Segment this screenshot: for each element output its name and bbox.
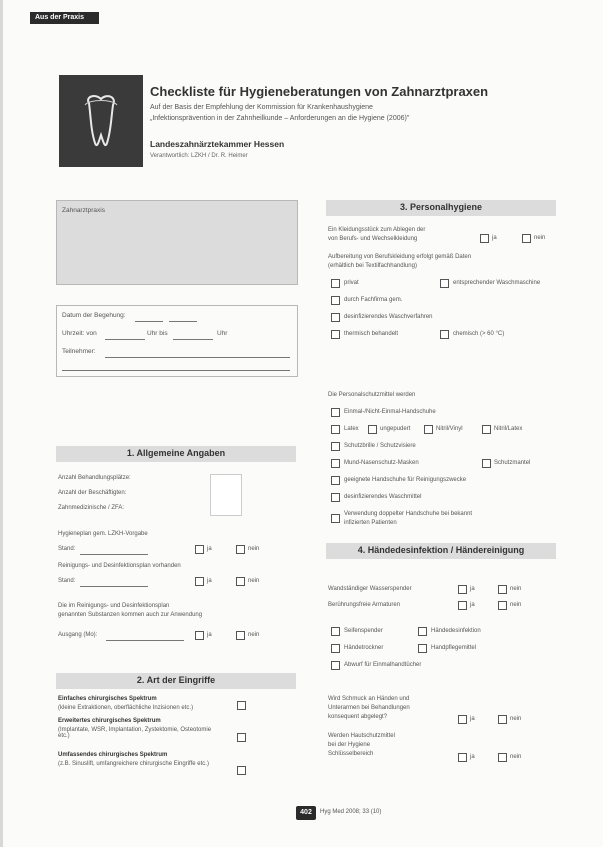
hand-row-1-ja: ja: [470, 586, 475, 592]
uniform-nein-label: nein: [534, 235, 546, 241]
section-3-header: 3. Personalhygiene: [326, 200, 556, 216]
ppe-double-gloves-label-2: infizierten Patienten: [344, 520, 397, 526]
ppe-1-checkbox[interactable]: [331, 408, 340, 417]
date-field-2[interactable]: [169, 321, 197, 322]
participants-field-2[interactable]: [62, 370, 290, 371]
ja-label: ja: [207, 546, 212, 552]
chemical-checkbox[interactable]: [440, 330, 449, 339]
hand-disinfection-checkbox[interactable]: [418, 627, 427, 636]
skin-ja: ja: [470, 754, 475, 760]
hand-care-checkbox[interactable]: [418, 644, 427, 653]
s2-item-1-desc: (kleine Extraktionen, oberflächliche Inzisionen etc.): [58, 705, 194, 711]
ppe-coat-checkbox[interactable]: [482, 459, 491, 468]
jewelry-nein-checkbox[interactable]: [498, 715, 507, 724]
jewelry-line-1: Wird Schmuck an Händen und: [328, 696, 410, 702]
s2-item-1-checkbox[interactable]: [237, 701, 246, 710]
s1-row-3: Zahnmedizinische / ZFA:: [58, 505, 125, 511]
until-field[interactable]: [173, 339, 213, 340]
ja-label-2: ja: [207, 578, 212, 584]
uniform-line-1: Ein Kleidungsstück zum Ablegen der: [328, 227, 426, 233]
hygiene-plan-label: Hygieneplan gem. LZKH-Vorgabe: [58, 531, 148, 537]
journal-citation: Hyg Med 2008; 33 (10): [320, 809, 382, 815]
s1-value-box[interactable]: [210, 474, 242, 516]
s2-item-2-desc: (Implantate, WSR, Implantation, Zystektomie, Osteotomie etc.): [58, 727, 212, 739]
ppe-nitril-latex-label: Nitril/Latex: [494, 426, 523, 432]
disinfecting-wash-checkbox[interactable]: [331, 313, 340, 322]
hand-row-2-ja: ja: [470, 602, 475, 608]
from-label: Uhrzeit: von: [62, 330, 97, 337]
cleaning-plan-ja-checkbox[interactable]: [195, 577, 204, 586]
wash-machine-checkbox[interactable]: [440, 279, 449, 288]
s2-item-3-checkbox[interactable]: [237, 766, 246, 775]
ppe-glasses-label: Schutzbrille / Schutzvisiere: [344, 443, 416, 449]
skin-line-2: bei der Hygiene: [328, 742, 371, 748]
skin-nein-checkbox[interactable]: [498, 753, 507, 762]
substances-line-1: Die im Reinigungs- und Desinfektionsplan: [58, 603, 170, 609]
uniform-ja-checkbox[interactable]: [480, 234, 489, 243]
tooth-image: [59, 75, 143, 167]
participants-field[interactable]: [105, 357, 290, 358]
hand-row-1-nein: nein: [510, 586, 522, 592]
practice-label: Zahnarztpraxis: [62, 207, 105, 214]
hand-care-label: Handpflegemittel: [431, 645, 477, 651]
jewelry-line-3: konsequent abgelegt?: [328, 714, 388, 720]
soap-label: Seifenspender: [344, 628, 383, 634]
s1-row-2: Anzahl der Beschäftigten:: [58, 490, 127, 496]
jewelry-ja-checkbox[interactable]: [458, 715, 467, 724]
page-edge: [0, 0, 3, 847]
uniform-nein-checkbox[interactable]: [522, 234, 531, 243]
hygiene-plan-ja-checkbox[interactable]: [195, 545, 204, 554]
responsible-note: Verantwortlich: LZKH / Dr. R. Heimer: [150, 153, 248, 159]
laundry-line-2: (erhältlich bei Textilfachhandlung): [328, 263, 417, 269]
release-ja-checkbox[interactable]: [195, 631, 204, 640]
jewelry-nein: nein: [510, 716, 522, 722]
ppe-double-gloves-checkbox[interactable]: [331, 514, 340, 523]
laundry-line-1: Aufbereitung von Berufskleidung erfolgt gemäß Daten: [328, 254, 472, 260]
skin-ja-checkbox[interactable]: [458, 753, 467, 762]
tooth-icon: [59, 75, 143, 167]
ppe-glasses-checkbox[interactable]: [331, 442, 340, 451]
section-4-header: 4. Händedesinfektion / Händereinigung: [326, 543, 556, 559]
participants-label: Teilnehmer:: [62, 348, 96, 355]
nein-label-3: nein: [248, 632, 260, 638]
skin-nein: nein: [510, 754, 522, 760]
cleaning-plan-label: Reinigungs- und Desinfektionsplan vorhanden: [58, 563, 181, 569]
wash-machine-label: entsprechender Waschmaschine: [453, 280, 541, 286]
ppe-double-gloves-label: Verwendung doppelter Handschuhe bei bekannt: [344, 511, 473, 517]
release-field[interactable]: [106, 640, 184, 641]
hand-row-2-ja-checkbox[interactable]: [458, 601, 467, 610]
ppe-latex-checkbox[interactable]: [331, 425, 340, 434]
ppe-1-label: Einmal-/Nicht-Einmal-Handschuhe: [344, 409, 436, 415]
hand-row-2: Berührungsfreie Armaturen: [328, 602, 401, 608]
uniform-ja-label: ja: [492, 235, 497, 241]
from-field[interactable]: [105, 339, 145, 340]
skin-line-1: Werden Hautschutzmittel: [328, 733, 395, 739]
hand-dryer-checkbox[interactable]: [331, 644, 340, 653]
until-label: Uhr bis: [147, 330, 168, 337]
thermal-label: thermisch behandelt: [344, 331, 399, 337]
substances-line-2: genannten Substanzen kommen auch zur Anwendung: [58, 612, 203, 618]
s2-item-2-checkbox[interactable]: [237, 733, 246, 742]
cleaning-plan-nein-checkbox[interactable]: [236, 577, 245, 586]
hygiene-plan-nein-checkbox[interactable]: [236, 545, 245, 554]
hand-disinfection-label: Händedesinfektion: [431, 628, 481, 634]
hand-row-1-ja-checkbox[interactable]: [458, 585, 467, 594]
by-company-label: durch Fachfirma gem.: [344, 297, 403, 303]
ppe-cleaning-gloves-label: geeignete Handschuhe für Reinigungszwecke: [344, 477, 467, 483]
stand2-label: Stand:: [58, 578, 76, 584]
thermal-checkbox[interactable]: [331, 330, 340, 339]
ppe-detergent-checkbox[interactable]: [331, 493, 340, 502]
uniform-line-2: von Berufs- und Wechselkleidung: [328, 236, 418, 242]
hand-dryer-label: Händetrockner: [344, 645, 384, 651]
uhr-label: Uhr: [217, 330, 228, 337]
s2-item-3-title: Umfassendes chirurgisches Spektrum: [58, 752, 168, 758]
ppe-unpowdered-label: ungepudert: [380, 426, 411, 432]
nein-label-2: nein: [248, 578, 260, 584]
ppe-latex-label: Latex: [344, 426, 359, 432]
subtitle-line-1: Auf der Basis der Empfehlung der Kommission für Krankenhaushygiene: [150, 104, 373, 111]
section-tag: Aus der Praxis: [30, 12, 99, 24]
jewelry-ja: ja: [470, 716, 475, 722]
ja-label-3: ja: [207, 632, 212, 638]
stand-label: Stand:: [58, 546, 76, 552]
stand-field[interactable]: [80, 554, 148, 555]
towel-disposal-label: Abwurf für Einmalhandtücher: [344, 662, 422, 668]
ppe-mask-label: Mund-Nasenschutz-Masken: [344, 460, 419, 466]
hand-row-1: Wandständiger Wasserspender: [328, 586, 412, 592]
date-field[interactable]: [135, 321, 163, 322]
practice-box[interactable]: [56, 200, 298, 285]
s2-item-2-title: Erweitertes chirurgisches Spektrum: [58, 718, 161, 724]
chemical-label: chemisch (> 60 °C): [453, 331, 505, 337]
disinfecting-wash-label: desinfizierendes Waschverfahren: [344, 314, 433, 320]
by-company-checkbox[interactable]: [331, 296, 340, 305]
private-label: privat: [344, 280, 359, 286]
ppe-mask-checkbox[interactable]: [331, 459, 340, 468]
s2-item-1-title: Einfaches chirurgisches Spektrum: [58, 696, 157, 702]
towel-disposal-checkbox[interactable]: [331, 661, 340, 670]
release-label: Ausgang (Mo):: [58, 632, 98, 638]
page-number: 402: [296, 806, 316, 820]
section-2-header: 2. Art der Eingriffe: [56, 673, 296, 689]
ppe-label: Die Personalschutzmittel werden: [328, 392, 416, 398]
skin-line-3: Schlüsselbereich: [328, 751, 374, 757]
subtitle-line-2: „Infektionsprävention in der Zahnheilkunde – Anforderungen an die Hygiene (2006)": [150, 115, 410, 122]
ppe-detergent-label: desinfizierendes Waschmittel: [344, 494, 422, 500]
page-title: Checkliste für Hygieneberatungen von Zahnarztpraxen: [150, 84, 489, 99]
hand-row-1-nein-checkbox[interactable]: [498, 585, 507, 594]
ppe-unpowdered-checkbox[interactable]: [368, 425, 377, 434]
ppe-cleaning-gloves-checkbox[interactable]: [331, 476, 340, 485]
jewelry-line-2: Unterarmen bei Behandlungen: [328, 705, 410, 711]
stand2-field[interactable]: [80, 586, 148, 587]
ppe-nitril-latex-checkbox[interactable]: [482, 425, 491, 434]
soap-checkbox[interactable]: [331, 627, 340, 636]
ppe-nitril-checkbox[interactable]: [424, 425, 433, 434]
organization: Landeszahnärztekammer Hessen: [150, 139, 285, 149]
date-label: Datum der Begehung:: [62, 312, 126, 319]
ppe-nitril-label: Nitril/Vinyl: [436, 426, 463, 432]
private-checkbox[interactable]: [331, 279, 340, 288]
s2-item-3-desc: (z.B. Sinuslift, umfangreichere chirurgische Eingriffe etc.): [58, 761, 209, 767]
visit-box: [56, 305, 298, 377]
ppe-coat-label: Schutzmantel: [494, 460, 531, 466]
section-1-header: 1. Allgemeine Angaben: [56, 446, 296, 462]
nein-label: nein: [248, 546, 260, 552]
s1-row-1: Anzahl Behandlungsplätze:: [58, 475, 131, 481]
release-nein-checkbox[interactable]: [236, 631, 245, 640]
hand-row-2-nein: nein: [510, 602, 522, 608]
hand-row-2-nein-checkbox[interactable]: [498, 601, 507, 610]
